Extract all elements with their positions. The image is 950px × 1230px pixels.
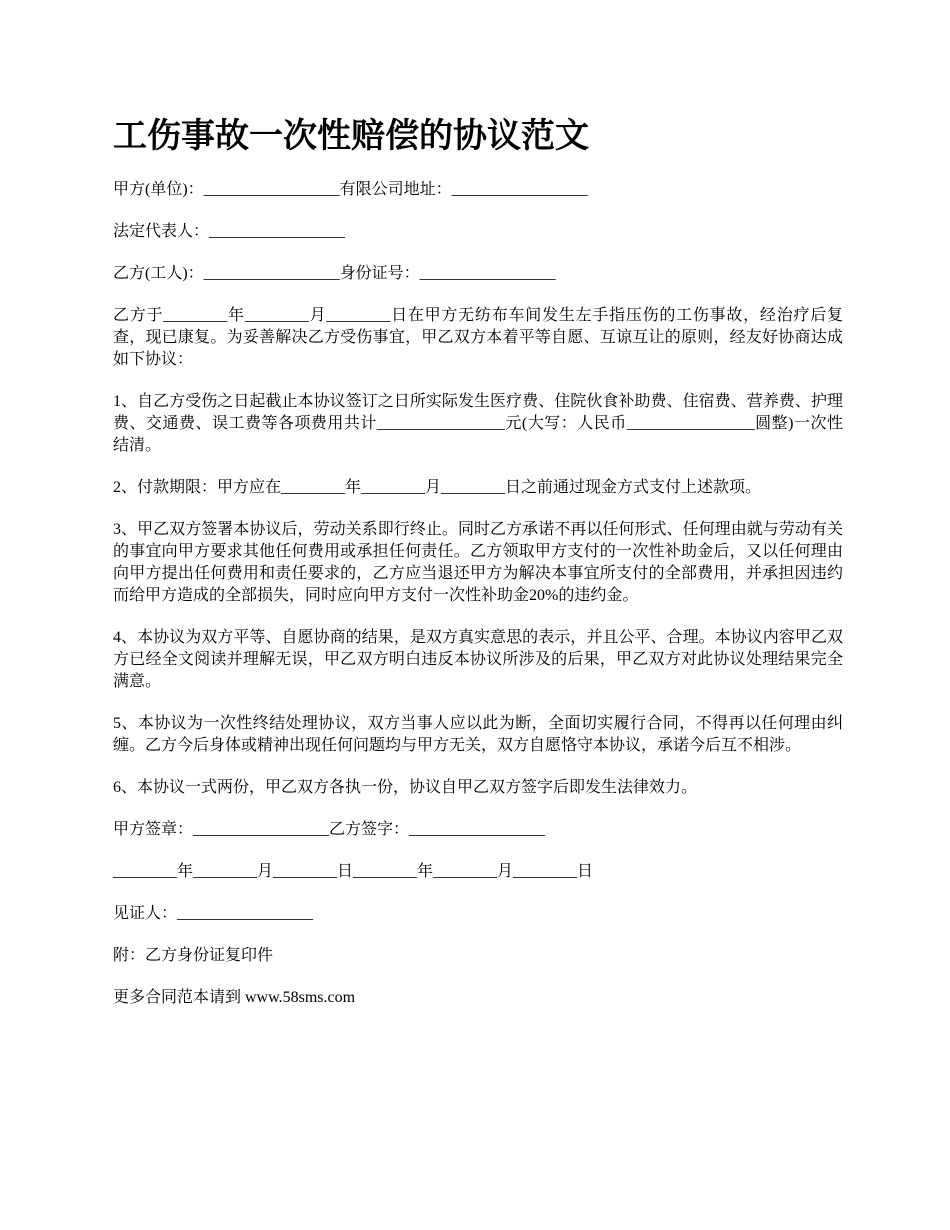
clause-1: 1、自乙方受伤之日起截止本协议签订之日所实际发生医疗费、住院伙食补助费、住宿费、营养费、护理费、交通费、误工费等各项费用共计________________元(大写：人民币________________圆整)一次性结清。 (113, 393, 843, 454)
more-templates-line: 更多合同范本请到 www.58sms.com (113, 989, 356, 1006)
date-line: ________年________月________日________年________月________日 (113, 863, 594, 880)
clause-6: 6、本协议一式两份，甲乙双方各执一份，协议自甲乙双方签字后即发生法律效力。 (113, 779, 698, 796)
party-a-line: 甲方(单位)：_________________有限公司地址：_________________ (113, 181, 588, 198)
document-page (113, 110, 843, 1029)
clause-3: 3、甲乙双方签署本协议后，劳动关系即行终止。同时乙方承诺不再以任何形式、任何理由就与劳动有关的事宜向甲方要求其他任何费用或承担任何责任。乙方领取甲方支付的一次性补助金后，又以任何理由向甲方提出任何费用和责任要求的，乙方应当退还甲方为解决本事宜所支付的全部费用，并承担因违约而给甲方造成的全部损失，同时应向甲方支付一次性补助金20%的违约金。 (113, 521, 843, 604)
clause-5: 5、本协议为一次性终结处理协议，双方当事人应以此为断，全面切实履行合同，不得再以任何理由纠缠。乙方今后身体或精神出现任何问题均与甲方无关，双方自愿恪守本协议，承诺今后互不相涉。 (113, 715, 843, 754)
witness-line: 见证人：_________________ (113, 905, 314, 922)
document-title: 工伤事故一次性赔偿的协议范文 (113, 116, 589, 156)
party-b-line: 乙方(工人)：_________________身份证号：_________________ (113, 265, 556, 282)
clause-2: 2、付款期限：甲方应在________年________月________日之前通过现金方式支付上述款项。 (113, 479, 762, 496)
signature-line: 甲方签章：_________________乙方签字：_________________ (113, 821, 546, 838)
intro-paragraph: 乙方于________年________月________日在甲方无纺布车间发生左手指压伤的工伤事故，经治疗后复查，现已康复。为妥善解决乙方受伤事宜，甲乙双方本着平等自愿、互谅互让的原则，经友好协商达成如下协议： (113, 307, 843, 368)
clause-4: 4、本协议为双方平等、自愿协商的结果，是双方真实意思的表示，并且公平、合理。本协议内容甲乙双方已经全文阅读并理解无误，甲乙双方明白违反本协议所涉及的后果，甲乙双方对此协议处理结果完全满意。 (113, 629, 843, 690)
attachment-line: 附：乙方身份证复印件 (113, 947, 274, 964)
legal-representative-line: 法定代表人：_________________ (113, 223, 346, 240)
